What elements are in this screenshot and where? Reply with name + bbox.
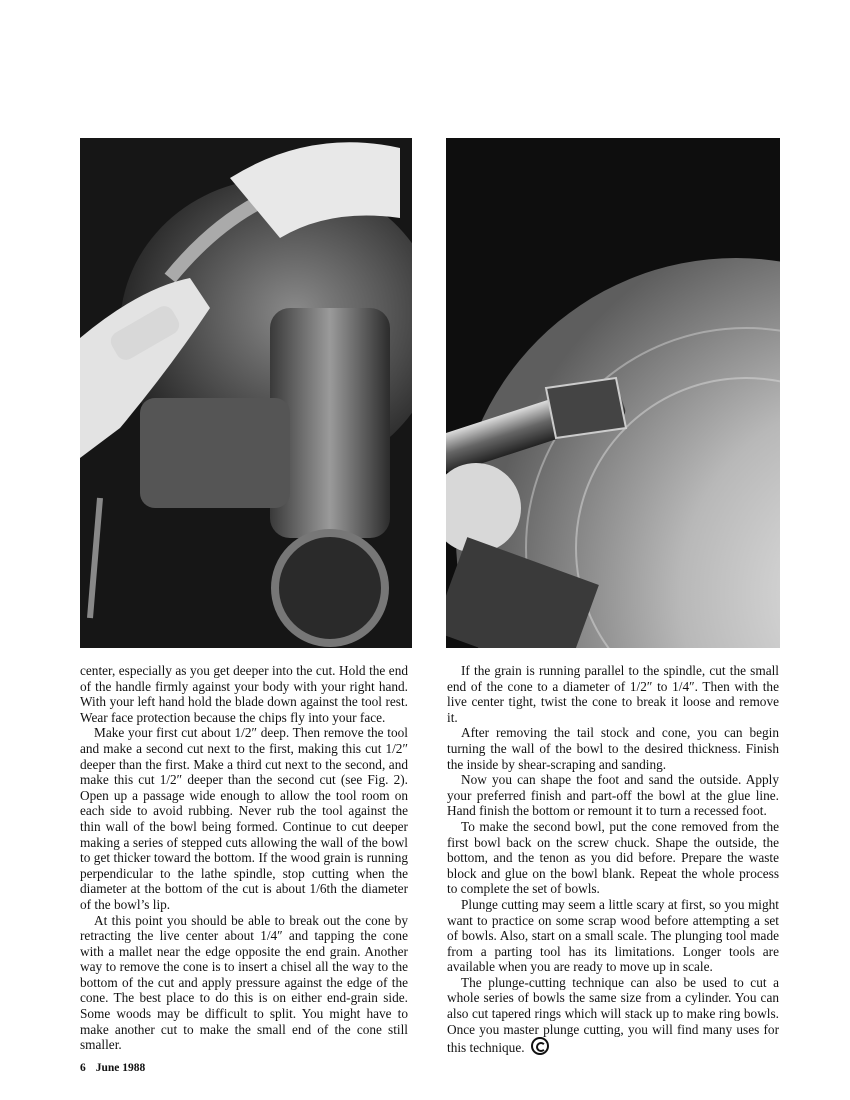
end-of-article-icon bbox=[531, 1037, 549, 1055]
photo-right bbox=[446, 138, 780, 648]
page-footer bbox=[80, 1062, 155, 1074]
paragraph-last bbox=[447, 975, 779, 1056]
photo-left bbox=[80, 138, 412, 648]
page-number: 6 bbox=[80, 1062, 86, 1074]
paragraph: center, especially as you get deeper into the cut. Hold the end of the handle firmly against your body with your right hand. With your left hand hold the blade down against the tool rest. Wear face protection because the chips fly into your face. bbox=[80, 663, 408, 725]
paragraph: Plunge cutting may seem a little scary at first, so you might want to practice on some scrap wood before attempting a set of bowls. Also, start on a small scale. The plunging tool made from a parting tool has its limitations. Longer tools are available when you are ready to move up in scale. bbox=[447, 896, 779, 975]
paragraph: If the grain is running parallel to the spindle, cut the small end of the cone to a diameter of 1/2″ to 1/4″. Then with the live center tight, twist the cone to break it loose and remove it. bbox=[447, 663, 779, 725]
lathe-bowl-cut-photo bbox=[80, 138, 412, 648]
paragraph: After removing the tail stock and cone, you can begin turning the wall of the bowl to the desired thickness. Finish the inside by shear-scraping and sanding. bbox=[447, 725, 779, 772]
paragraph: Make your first cut about 1/2″ deep. Then remove the tool and make a second cut next to the first, making this cut 1/2″ deeper than the first. Make a third cut next to the second, and make this cut 1/2″ deeper than the second cut (see Fig. 2). Open up a passage wide enough to allow the tool room on each side to avoid rubbing. Never rub the tool against the thin wall of the bowl being formed. Continue to cut deeper making a series of stepped cuts allowing the wall of the bowl to get thicker toward the bottom. If the wood grain is running perpendicular to the lathe spindle, stop cutting when the diameter at the bottom of the cut is about 1/6th the diameter of the bowl’s lip. bbox=[80, 725, 408, 912]
paragraph: Now you can shape the foot and sand the outside. Apply your preferred finish and part-off the bowl at the glue line. Hand finish the bottom or remount it to turn a recessed foot. bbox=[447, 772, 779, 819]
plunge-tool-spinning-disc-photo bbox=[446, 138, 780, 648]
paragraph: To make the second bowl, put the cone removed from the first bowl back on the screw chuck. Shape the outside, the bottom, and the tenon as you did before. Prepare the waste block and glue on the bowl blank. Repeat the whole process to complete the set of bowls. bbox=[447, 818, 779, 897]
paragraph-text: The plunge-cutting technique can also be used to cut a whole series of bowls the same size from a cylinder. You can also cut tapered rings which will stack up to make ring bowls. Once you master plunge cutting, you will find many uses for this technique. bbox=[447, 974, 779, 1056]
issue-date: June 1988 bbox=[95, 1062, 146, 1074]
left-column bbox=[80, 663, 408, 1053]
paragraph: At this point you should be able to break out the cone by retracting the live center about 1/4″ and tapping the cone with a mallet near the edge opposite the end grain. Another way to remove the cone is to insert a chisel all the way to the bottom of the cut and apply pressure against the edge of the cone. The best place to do this is on either end-grain side. Some woods may be difficult to split. You might have to make another cut to make the small end of the cone still smaller. bbox=[80, 912, 408, 1053]
right-column bbox=[447, 663, 779, 1056]
